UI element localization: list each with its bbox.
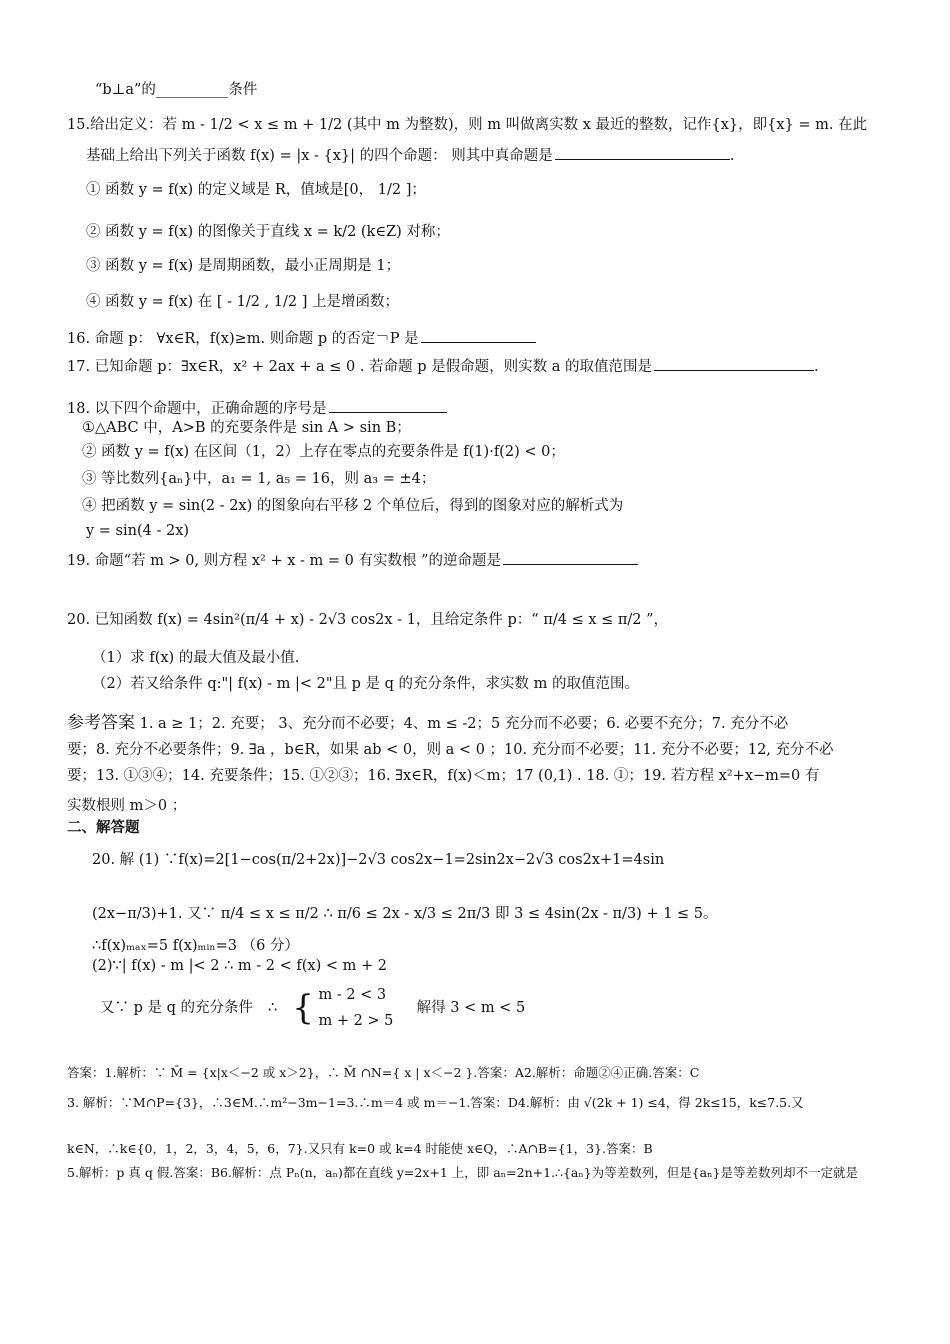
q15-item4: ④ 函数 y = f(x) 在 [ - 1/2 , 1/2 ] 上是增函数； — [86, 294, 400, 310]
q20: 20. 已知函数 f(x) = 4sin²(π/4 + x) - 2√3 cos2x - 1，且给定条件 p：“ π/4 ≤ x ≤ π/2 ”， — [67, 612, 669, 628]
q20-part1: （1）求 f(x) 的最大值及最小值. — [92, 650, 300, 666]
q15-item1: ① 函数 y = f(x) 的定义域是 R，值域是[0， 1/2 ]； — [86, 182, 426, 198]
q18-item3: ③ 等比数列{aₙ}中，a₁ = 1, a₅ = 16，则 a₃ = ±4； — [82, 471, 436, 487]
solution-line3: ∴f(x)ₘₐₓ=5 f(x)ₘᵢₙ=3 （6 分） — [92, 938, 299, 954]
q14-tail: “b⊥a”的__________条件 — [95, 82, 258, 98]
q20-part2: （2）若又给条件 q:"| f(x) - m |< 2"且 p 是 q 的充分条件，求实数 m 的取值范围。 — [92, 676, 640, 692]
answers-line1: 参考答案 1. a ≥ 1；2. 充要； 3、充分而不必要；4、m ≤ -2；5 充分而不必要；6. 必要不充分；7. 充分不必 — [67, 713, 789, 733]
section-heading: 二、解答题 — [67, 819, 140, 836]
answers-line2: 要；8. 充分不必要条件；9. ∃a ，b∈R，如果 ab < 0，则 a < 0 ；10. 充分而不必要；11. 充分不必要；12, 充分不必 — [67, 742, 834, 758]
q18-item4: ④ 把函数 y = sin(2 - 2x) 的图象向右平移 2 个单位后，得到的图象对应的解析式为 — [82, 498, 624, 514]
answer-blank — [654, 356, 814, 371]
answers-line3: 要；13. ①③④；14. 充要条件；15. ①②③；16. ∃x∈R，f(x)＜m；17 (0,1) . 18. ①；19. 若方程 x²+x−m=0 有 — [67, 768, 820, 784]
q17: 17. 已知命题 p：∃x∈R，x² + 2ax + a ≤ 0 . 若命题 p 是假命题，则实数 a 的取值范围是 . — [67, 356, 819, 377]
answer-blank — [421, 328, 536, 343]
inequality-system: m - 2 < 3 m + 2 > 5 — [318, 987, 394, 1029]
q18-item1: ①△ABC 中，A>B 的充要条件是 sin A > sin B； — [82, 420, 411, 436]
q15-line1: 15.给出定义：若 m - 1/2 < x ≤ m + 1/2 (其中 m 为整数)，则 m 叫做离实数 x 最近的整数，记作{x}，即{x} = m. 在此 — [67, 117, 868, 133]
answers-line4: 实数根则 m＞0 ； — [67, 798, 187, 814]
answer-blank — [329, 398, 447, 413]
solution-line2: (2x−π/3)+1. 又∵ π/4 ≤ x ≤ π/2 ∴ π/6 ≤ 2x - x/3 ≤ 2π/3 即 3 ≤ 4sin(2x - π/3) + 1 ≤ 5。 — [92, 906, 718, 922]
q15-item3: ③ 函数 y = f(x) 是周期函数，最小正周期是 1； — [86, 258, 401, 274]
system-brace: { — [292, 988, 314, 1028]
footnote-line4: 5.解析：p 真 q 假.答案：B6.解析：点 Pₙ(n，aₙ)都在直线 y=2x+1 上，即 aₙ=2n+1.∴{aₙ}为等差数列，但是{aₙ}是等差数列却不一定就是 — [67, 1165, 858, 1180]
q18-item4-result: y = sin(4 - 2x) — [86, 523, 190, 539]
q18-item2: ② 函数 y = f(x) 在区间（1，2）上存在零点的充要条件是 f(1)·f(2) < 0； — [82, 444, 565, 460]
q15-line2: 基础上给出下列关于函数 f(x) = |x - {x}| 的四个命题： 则其中真命题是 . — [86, 145, 734, 166]
answer-blank — [555, 145, 730, 160]
q19: 19. 命题“若 m > 0, 则方程 x² + x - m = 0 有实数根 ”的逆命题是 — [67, 550, 638, 571]
solution-line4: (2)∵| f(x) - m |< 2 ∴ m - 2 < f(x) < m + 2 — [92, 958, 387, 974]
q18: 18. 以下四个命题中，正确命题的序号是 — [67, 398, 447, 419]
solution-line5: 又∵ p 是 q 的充分条件 ∴ { m - 2 < 3 m + 2 > 5 解得 3 < m < 5 — [100, 982, 525, 1042]
footnote-line1: 答案：1.解析：∵ M̄ = {x|x＜−2 或 x＞2}，∴ M̄ ∩N={ x | x＜−2 }.答案：A2.解析：命题②④正确.答案：C — [67, 1065, 700, 1080]
q16: 16. 命题 p： ∀x∈R，f(x)≥m. 则命题 p 的否定￢P 是 — [67, 328, 536, 349]
footnote-line3: k∈N，∴k∈{0，1，2，3，4，5，6，7}.又只有 k=0 或 k=4 时能使 x∈Q，∴A∩B={1，3}.答案：B — [67, 1141, 653, 1156]
answers-heading: 参考答案 — [67, 713, 135, 733]
answer-blank — [503, 550, 638, 565]
footnote-line2: 3. 解析：∵M∩P={3}，∴3∈M.∴m²−3m−1=3.∴m＝4 或 m＝−1.答案：D4.解析：由 √(2k + 1) ≤4，得 2k≤15，k≤7.5.又 — [67, 1095, 804, 1110]
q15-item2: ② 函数 y = f(x) 的图像关于直线 x = k/2 (k∈Z) 对称； — [86, 224, 450, 240]
solution-line1: 20. 解 (1) ∵f(x)=2[1−cos(π/2+2x)]−2√3 cos2x−1=2sin2x−2√3 cos2x+1=4sin — [92, 852, 665, 868]
